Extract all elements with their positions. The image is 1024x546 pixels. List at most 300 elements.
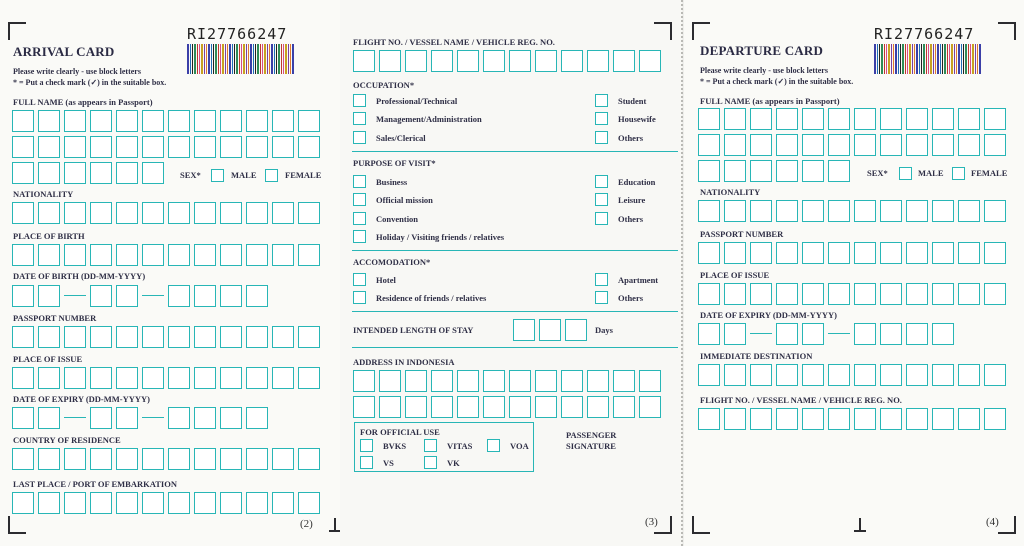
- char-box[interactable]: [38, 202, 60, 224]
- char-box[interactable]: [90, 407, 112, 429]
- checkbox[interactable]: [487, 439, 500, 452]
- char-box[interactable]: [802, 283, 824, 305]
- char-box[interactable]: [854, 242, 876, 264]
- char-box[interactable]: [298, 244, 320, 266]
- char-box[interactable]: [12, 326, 34, 348]
- passport-number-field[interactable]: [698, 242, 1010, 264]
- char-box[interactable]: [984, 200, 1006, 222]
- char-box[interactable]: [854, 283, 876, 305]
- female-checkbox[interactable]: [265, 169, 278, 182]
- full-name-row-3[interactable]: [698, 160, 854, 182]
- checkbox[interactable]: [353, 291, 366, 304]
- char-box[interactable]: [854, 323, 876, 345]
- char-box[interactable]: [828, 364, 850, 386]
- char-box[interactable]: [272, 110, 294, 132]
- char-box[interactable]: [984, 283, 1006, 305]
- char-box[interactable]: [724, 108, 746, 130]
- country-of-residence-field[interactable]: [12, 448, 324, 470]
- flight-number-field[interactable]: [353, 50, 665, 72]
- checkbox[interactable]: [424, 456, 437, 469]
- char-box[interactable]: [958, 242, 980, 264]
- char-box[interactable]: [12, 244, 34, 266]
- purpose-option[interactable]: Convention: [353, 212, 418, 225]
- embarkation-field[interactable]: [12, 492, 324, 514]
- char-box[interactable]: [932, 242, 954, 264]
- char-box[interactable]: [457, 50, 479, 72]
- female-checkbox[interactable]: [952, 167, 965, 180]
- char-box[interactable]: [698, 160, 720, 182]
- char-box[interactable]: [509, 50, 531, 72]
- char-box[interactable]: [168, 367, 190, 389]
- char-box[interactable]: [535, 396, 557, 418]
- nationality-field[interactable]: [698, 200, 1010, 222]
- char-box[interactable]: [272, 326, 294, 348]
- char-box[interactable]: [880, 364, 902, 386]
- char-box[interactable]: [750, 108, 772, 130]
- char-box[interactable]: [90, 285, 112, 307]
- char-box[interactable]: [698, 242, 720, 264]
- full-name-row-2[interactable]: [698, 134, 1010, 156]
- char-box[interactable]: [246, 202, 268, 224]
- char-box[interactable]: [906, 108, 928, 130]
- accommodation-option[interactable]: Others: [595, 291, 643, 304]
- char-box[interactable]: [776, 200, 798, 222]
- char-box[interactable]: [984, 364, 1006, 386]
- char-box[interactable]: [639, 370, 661, 392]
- char-box[interactable]: [906, 323, 928, 345]
- char-box[interactable]: [90, 326, 112, 348]
- char-box[interactable]: [38, 136, 60, 158]
- char-box[interactable]: [116, 492, 138, 514]
- destination-field[interactable]: [698, 364, 1010, 386]
- char-box[interactable]: [246, 285, 268, 307]
- char-box[interactable]: [958, 134, 980, 156]
- char-box[interactable]: [246, 407, 268, 429]
- place-of-birth-field[interactable]: [12, 244, 324, 266]
- char-box[interactable]: [168, 110, 190, 132]
- char-box[interactable]: [90, 136, 112, 158]
- char-box[interactable]: [405, 396, 427, 418]
- flight-number-field[interactable]: [698, 408, 1010, 430]
- char-box[interactable]: [246, 136, 268, 158]
- char-box[interactable]: [750, 408, 772, 430]
- char-box[interactable]: [802, 323, 824, 345]
- char-box[interactable]: [932, 108, 954, 130]
- char-box[interactable]: [38, 448, 60, 470]
- purpose-option[interactable]: Business: [353, 175, 407, 188]
- char-box[interactable]: [142, 326, 164, 348]
- char-box[interactable]: [38, 367, 60, 389]
- place-of-issue-field[interactable]: [12, 367, 324, 389]
- char-box[interactable]: [880, 323, 902, 345]
- char-box[interactable]: [12, 136, 34, 158]
- char-box[interactable]: [90, 367, 112, 389]
- char-box[interactable]: [535, 50, 557, 72]
- char-box[interactable]: [168, 492, 190, 514]
- char-box[interactable]: [613, 370, 635, 392]
- nationality-field[interactable]: [12, 202, 324, 224]
- char-box[interactable]: [958, 108, 980, 130]
- char-box[interactable]: [64, 326, 86, 348]
- char-box[interactable]: [168, 407, 190, 429]
- char-box[interactable]: [613, 396, 635, 418]
- char-box[interactable]: [854, 134, 876, 156]
- char-box[interactable]: [535, 370, 557, 392]
- char-box[interactable]: [142, 136, 164, 158]
- char-box[interactable]: [64, 367, 86, 389]
- char-box[interactable]: [750, 364, 772, 386]
- char-box[interactable]: [639, 396, 661, 418]
- char-box[interactable]: [776, 160, 798, 182]
- passport-number-field[interactable]: [12, 326, 324, 348]
- char-box[interactable]: [38, 407, 60, 429]
- char-box[interactable]: [90, 448, 112, 470]
- char-box[interactable]: [431, 50, 453, 72]
- occupation-option[interactable]: Management/Administration: [353, 112, 482, 125]
- char-box[interactable]: [513, 319, 535, 341]
- char-box[interactable]: [854, 408, 876, 430]
- char-box[interactable]: [724, 408, 746, 430]
- char-box[interactable]: [854, 200, 876, 222]
- char-box[interactable]: [142, 162, 164, 184]
- char-box[interactable]: [298, 367, 320, 389]
- char-box[interactable]: [142, 202, 164, 224]
- char-box[interactable]: [353, 396, 375, 418]
- char-box[interactable]: [116, 367, 138, 389]
- checkbox[interactable]: [595, 193, 608, 206]
- char-box[interactable]: [90, 492, 112, 514]
- char-box[interactable]: [12, 162, 34, 184]
- char-box[interactable]: [698, 283, 720, 305]
- char-box[interactable]: [116, 162, 138, 184]
- char-box[interactable]: [984, 134, 1006, 156]
- char-box[interactable]: [561, 370, 583, 392]
- char-box[interactable]: [802, 242, 824, 264]
- char-box[interactable]: [802, 408, 824, 430]
- char-box[interactable]: [194, 244, 216, 266]
- char-box[interactable]: [194, 110, 216, 132]
- checkbox[interactable]: [353, 212, 366, 225]
- full-name-row-2[interactable]: [12, 136, 324, 158]
- char-box[interactable]: [220, 244, 242, 266]
- char-box[interactable]: [220, 367, 242, 389]
- char-box[interactable]: [272, 367, 294, 389]
- char-box[interactable]: [64, 136, 86, 158]
- char-box[interactable]: [613, 50, 635, 72]
- dob-field[interactable]: [12, 285, 272, 307]
- char-box[interactable]: [194, 285, 216, 307]
- char-box[interactable]: [431, 396, 453, 418]
- char-box[interactable]: [142, 367, 164, 389]
- full-name-row-1[interactable]: [698, 108, 1010, 130]
- full-name-row-3[interactable]: [12, 162, 168, 184]
- char-box[interactable]: [38, 110, 60, 132]
- official-option[interactable]: VITAS: [424, 439, 472, 452]
- char-box[interactable]: [246, 448, 268, 470]
- occupation-option[interactable]: Professional/Technical: [353, 94, 457, 107]
- char-box[interactable]: [776, 323, 798, 345]
- char-box[interactable]: [246, 326, 268, 348]
- char-box[interactable]: [90, 162, 112, 184]
- char-box[interactable]: [587, 370, 609, 392]
- char-box[interactable]: [724, 323, 746, 345]
- char-box[interactable]: [64, 448, 86, 470]
- char-box[interactable]: [776, 242, 798, 264]
- checkbox[interactable]: [424, 439, 437, 452]
- accommodation-option[interactable]: Apartment: [595, 273, 658, 286]
- char-box[interactable]: [724, 160, 746, 182]
- char-box[interactable]: [272, 136, 294, 158]
- char-box[interactable]: [246, 367, 268, 389]
- occupation-option[interactable]: Others: [595, 131, 643, 144]
- purpose-option[interactable]: Holiday / Visiting friends / relatives: [353, 230, 504, 243]
- char-box[interactable]: [698, 108, 720, 130]
- official-option[interactable]: VS: [360, 456, 394, 469]
- purpose-option[interactable]: Others: [595, 212, 643, 225]
- char-box[interactable]: [457, 370, 479, 392]
- official-option[interactable]: VOA: [487, 439, 529, 452]
- char-box[interactable]: [561, 50, 583, 72]
- char-box[interactable]: [802, 108, 824, 130]
- checkbox[interactable]: [360, 456, 373, 469]
- checkbox[interactable]: [595, 291, 608, 304]
- char-box[interactable]: [64, 202, 86, 224]
- char-box[interactable]: [639, 50, 661, 72]
- char-box[interactable]: [38, 244, 60, 266]
- char-box[interactable]: [828, 134, 850, 156]
- char-box[interactable]: [958, 364, 980, 386]
- char-box[interactable]: [750, 134, 772, 156]
- char-box[interactable]: [353, 370, 375, 392]
- char-box[interactable]: [64, 162, 86, 184]
- char-box[interactable]: [828, 160, 850, 182]
- accommodation-option[interactable]: Hotel: [353, 273, 396, 286]
- char-box[interactable]: [958, 283, 980, 305]
- char-box[interactable]: [12, 407, 34, 429]
- char-box[interactable]: [116, 110, 138, 132]
- char-box[interactable]: [724, 283, 746, 305]
- purpose-option[interactable]: Leisure: [595, 193, 645, 206]
- checkbox[interactable]: [595, 175, 608, 188]
- char-box[interactable]: [906, 408, 928, 430]
- char-box[interactable]: [828, 200, 850, 222]
- char-box[interactable]: [587, 396, 609, 418]
- char-box[interactable]: [379, 370, 401, 392]
- checkbox[interactable]: [353, 175, 366, 188]
- char-box[interactable]: [587, 50, 609, 72]
- checkbox[interactable]: [353, 230, 366, 243]
- char-box[interactable]: [246, 110, 268, 132]
- char-box[interactable]: [272, 448, 294, 470]
- char-box[interactable]: [298, 136, 320, 158]
- char-box[interactable]: [802, 364, 824, 386]
- char-box[interactable]: [906, 283, 928, 305]
- place-of-issue-field[interactable]: [698, 283, 1010, 305]
- char-box[interactable]: [698, 134, 720, 156]
- char-box[interactable]: [932, 364, 954, 386]
- accommodation-option[interactable]: Residence of friends / relatives: [353, 291, 486, 304]
- char-box[interactable]: [12, 367, 34, 389]
- char-box[interactable]: [298, 202, 320, 224]
- char-box[interactable]: [750, 200, 772, 222]
- char-box[interactable]: [142, 448, 164, 470]
- address-row-1[interactable]: [353, 370, 665, 392]
- char-box[interactable]: [750, 160, 772, 182]
- char-box[interactable]: [509, 370, 531, 392]
- char-box[interactable]: [194, 492, 216, 514]
- char-box[interactable]: [457, 396, 479, 418]
- char-box[interactable]: [90, 202, 112, 224]
- char-box[interactable]: [984, 242, 1006, 264]
- char-box[interactable]: [116, 136, 138, 158]
- char-box[interactable]: [142, 110, 164, 132]
- char-box[interactable]: [880, 408, 902, 430]
- char-box[interactable]: [802, 200, 824, 222]
- char-box[interactable]: [38, 326, 60, 348]
- char-box[interactable]: [750, 283, 772, 305]
- char-box[interactable]: [906, 200, 928, 222]
- char-box[interactable]: [220, 136, 242, 158]
- char-box[interactable]: [38, 285, 60, 307]
- char-box[interactable]: [194, 407, 216, 429]
- char-box[interactable]: [298, 326, 320, 348]
- char-box[interactable]: [880, 200, 902, 222]
- length-of-stay-field[interactable]: [513, 319, 591, 341]
- char-box[interactable]: [405, 50, 427, 72]
- char-box[interactable]: [116, 244, 138, 266]
- char-box[interactable]: [12, 492, 34, 514]
- char-box[interactable]: [12, 110, 34, 132]
- full-name-row-1[interactable]: [12, 110, 324, 132]
- char-box[interactable]: [828, 242, 850, 264]
- char-box[interactable]: [168, 326, 190, 348]
- checkbox[interactable]: [353, 193, 366, 206]
- char-box[interactable]: [272, 492, 294, 514]
- address-row-2[interactable]: [353, 396, 665, 418]
- char-box[interactable]: [116, 285, 138, 307]
- char-box[interactable]: [724, 134, 746, 156]
- male-checkbox[interactable]: [211, 169, 224, 182]
- char-box[interactable]: [802, 134, 824, 156]
- checkbox[interactable]: [595, 273, 608, 286]
- char-box[interactable]: [64, 492, 86, 514]
- char-box[interactable]: [932, 283, 954, 305]
- checkbox[interactable]: [353, 131, 366, 144]
- char-box[interactable]: [168, 202, 190, 224]
- char-box[interactable]: [12, 448, 34, 470]
- char-box[interactable]: [724, 200, 746, 222]
- char-box[interactable]: [220, 202, 242, 224]
- char-box[interactable]: [828, 408, 850, 430]
- char-box[interactable]: [379, 50, 401, 72]
- char-box[interactable]: [483, 50, 505, 72]
- char-box[interactable]: [298, 448, 320, 470]
- char-box[interactable]: [483, 370, 505, 392]
- char-box[interactable]: [168, 136, 190, 158]
- char-box[interactable]: [776, 364, 798, 386]
- char-box[interactable]: [509, 396, 531, 418]
- char-box[interactable]: [298, 492, 320, 514]
- char-box[interactable]: [984, 108, 1006, 130]
- char-box[interactable]: [246, 492, 268, 514]
- char-box[interactable]: [698, 364, 720, 386]
- purpose-option[interactable]: Education: [595, 175, 655, 188]
- char-box[interactable]: [38, 492, 60, 514]
- checkbox[interactable]: [353, 273, 366, 286]
- checkbox[interactable]: [595, 131, 608, 144]
- checkbox[interactable]: [595, 94, 608, 107]
- char-box[interactable]: [142, 244, 164, 266]
- occupation-option[interactable]: Housewife: [595, 112, 656, 125]
- char-box[interactable]: [12, 202, 34, 224]
- char-box[interactable]: [854, 108, 876, 130]
- char-box[interactable]: [379, 396, 401, 418]
- official-option[interactable]: VK: [424, 456, 460, 469]
- char-box[interactable]: [90, 244, 112, 266]
- char-box[interactable]: [12, 285, 34, 307]
- char-box[interactable]: [220, 492, 242, 514]
- char-box[interactable]: [776, 134, 798, 156]
- char-box[interactable]: [483, 396, 505, 418]
- char-box[interactable]: [246, 244, 268, 266]
- char-box[interactable]: [116, 202, 138, 224]
- char-box[interactable]: [539, 319, 561, 341]
- char-box[interactable]: [298, 110, 320, 132]
- char-box[interactable]: [220, 110, 242, 132]
- char-box[interactable]: [776, 408, 798, 430]
- char-box[interactable]: [724, 364, 746, 386]
- char-box[interactable]: [880, 134, 902, 156]
- char-box[interactable]: [194, 367, 216, 389]
- char-box[interactable]: [984, 408, 1006, 430]
- char-box[interactable]: [854, 364, 876, 386]
- char-box[interactable]: [932, 408, 954, 430]
- char-box[interactable]: [776, 108, 798, 130]
- char-box[interactable]: [698, 408, 720, 430]
- char-box[interactable]: [168, 244, 190, 266]
- char-box[interactable]: [116, 407, 138, 429]
- official-option[interactable]: BVKS: [360, 439, 406, 452]
- checkbox[interactable]: [353, 94, 366, 107]
- char-box[interactable]: [38, 162, 60, 184]
- char-box[interactable]: [828, 283, 850, 305]
- char-box[interactable]: [958, 408, 980, 430]
- expiry-date-field[interactable]: [698, 323, 958, 345]
- char-box[interactable]: [750, 242, 772, 264]
- char-box[interactable]: [958, 200, 980, 222]
- char-box[interactable]: [353, 50, 375, 72]
- char-box[interactable]: [880, 108, 902, 130]
- expiry-date-field[interactable]: [12, 407, 272, 429]
- char-box[interactable]: [828, 108, 850, 130]
- char-box[interactable]: [880, 242, 902, 264]
- char-box[interactable]: [906, 364, 928, 386]
- char-box[interactable]: [698, 323, 720, 345]
- char-box[interactable]: [724, 242, 746, 264]
- char-box[interactable]: [220, 407, 242, 429]
- checkbox[interactable]: [595, 112, 608, 125]
- char-box[interactable]: [220, 448, 242, 470]
- char-box[interactable]: [194, 448, 216, 470]
- char-box[interactable]: [698, 200, 720, 222]
- char-box[interactable]: [220, 285, 242, 307]
- char-box[interactable]: [906, 134, 928, 156]
- char-box[interactable]: [802, 160, 824, 182]
- char-box[interactable]: [932, 134, 954, 156]
- checkbox[interactable]: [353, 112, 366, 125]
- char-box[interactable]: [142, 492, 164, 514]
- occupation-option[interactable]: Sales/Clerical: [353, 131, 426, 144]
